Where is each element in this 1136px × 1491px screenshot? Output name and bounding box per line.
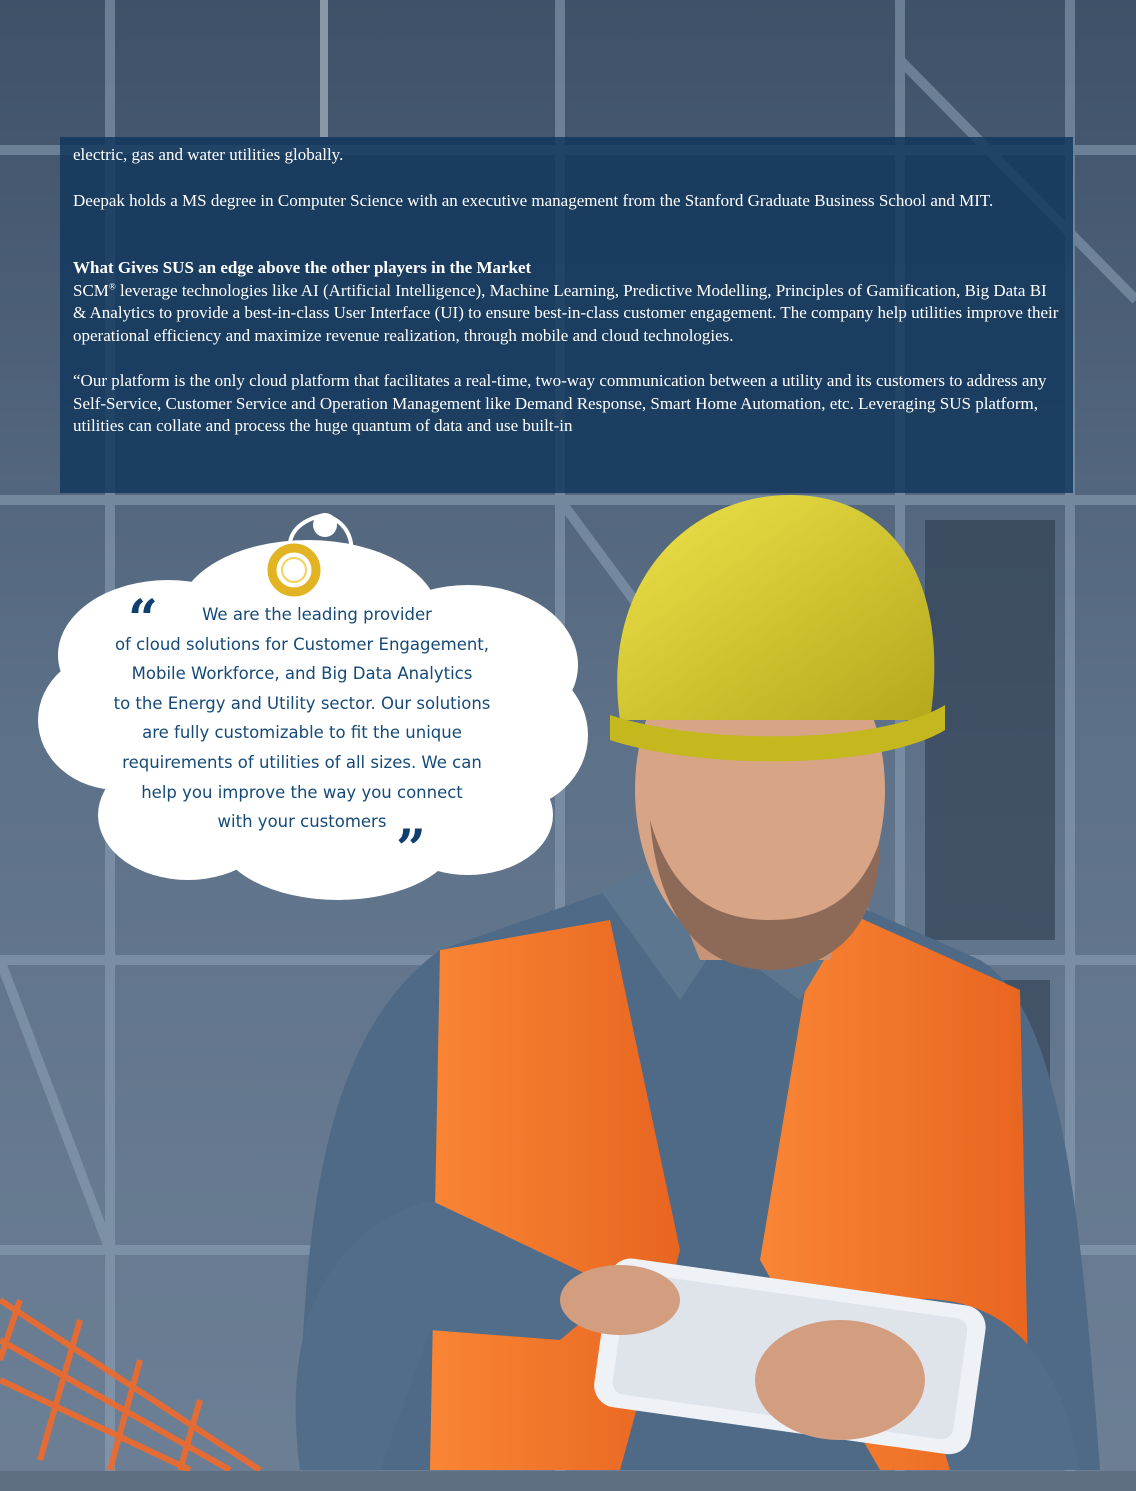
- hook-knob: [313, 513, 337, 537]
- close-quote-icon: ”: [396, 819, 426, 880]
- article-paragraph-1: electric, gas and water utilities globally.: [73, 145, 344, 164]
- quote-line: are fully customizable to fit the unique: [142, 723, 462, 743]
- open-quote-icon: “: [128, 589, 158, 650]
- quote-line: requirements of utilities of all sizes. We can: [122, 752, 482, 772]
- article-text-panel: [60, 137, 1073, 493]
- pendant-wire: [320, 0, 328, 137]
- quote-line: of cloud solutions for Customer Engagement,: [114, 634, 490, 654]
- quote-line: We are the leading provider: [202, 605, 432, 624]
- pull-quote: [92, 600, 512, 837]
- quote-line: with your customers: [217, 812, 387, 832]
- quote-line: Mobile Workforce, and Big Data Analytics: [131, 664, 473, 684]
- article-paragraph-2: Deepak holds a MS degree in Computer Science with an executive management from the Stanford Graduate Business School and MIT.: [73, 190, 994, 210]
- quote-line: to the Energy and Utility sector. Our solutions: [113, 693, 491, 713]
- brand-name: SCM: [73, 280, 109, 300]
- section-heading: What Gives SUS an edge above the other players in the Market: [73, 258, 532, 277]
- quote-line: help you improve the way you connect: [141, 782, 463, 802]
- page-bottom-bar: [0, 1471, 1136, 1491]
- registered-mark: ®: [108, 280, 116, 291]
- article-paragraph-4: “Our platform is the only cloud platform that facilitates a real-time, two-way communication between a utility and its customers to address any Self-Service, Customer Service and Operation Management like Demand Response, Smart Home Automation, etc. Leveraging SUS platform, utilities can collate and process the huge quantum of data and use built-in: [73, 371, 1047, 435]
- article-paragraph-3-body: leverage technologies like AI (Artificial Intelligence), Machine Learning, Predictive Modelling, Principles of Gamification, Big Data BI & Analytics to provide a best-in-class User Interface (UI) to ensure best-in-class customer engagement. The company help utilities improve their operational efficiency and maximize revenue realization, through mobile and cloud technologies.: [73, 280, 1059, 345]
- article-paragraph-3: [73, 280, 1063, 348]
